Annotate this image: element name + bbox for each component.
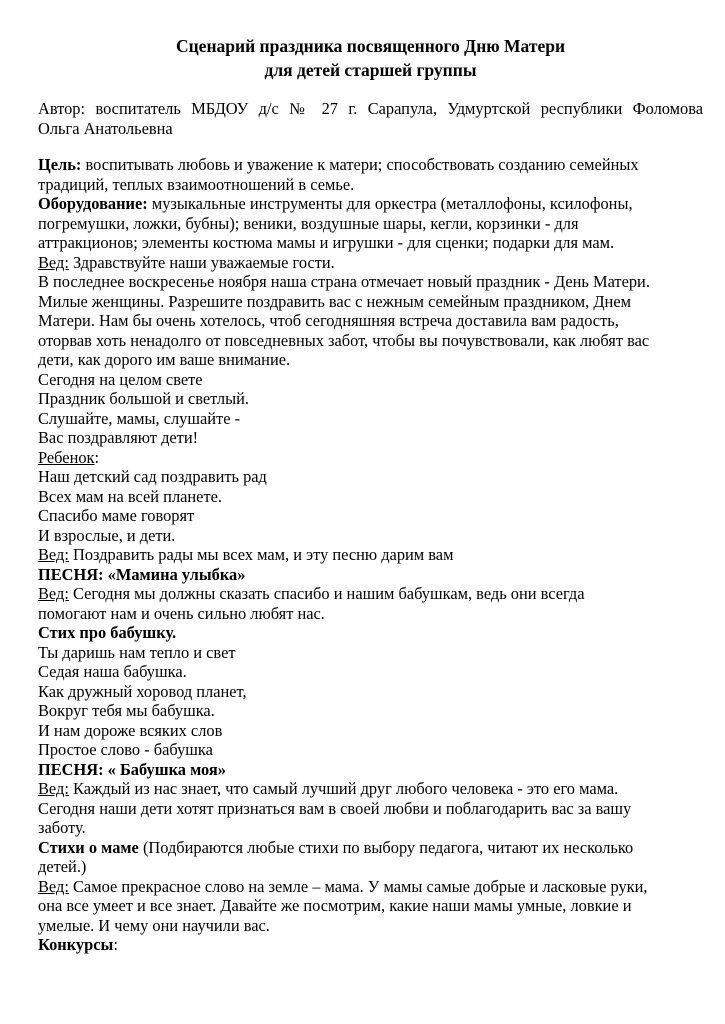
child-speaker: Ребенок: — [38, 447, 100, 467]
goal-line-2: традиций, теплых взаимоотношений в семье. — [38, 174, 355, 194]
host-greeting: Вед: Здравствуйте наши уважаемые гости. — [38, 252, 335, 272]
host-label: Вед: — [38, 876, 69, 896]
host-label: Вед: — [38, 252, 69, 272]
song-heading: ПЕСНЯ: « Бабушка моя» — [38, 759, 226, 779]
poem-line: Как дружный хоровод планет, — [38, 681, 247, 701]
poem-line: Седая наша бабушка. — [38, 662, 187, 681]
document-title — [38, 34, 703, 82]
host-line: Вед: Каждый из нас знает, что самый лучший друг любого человека - это его мама. — [38, 779, 619, 798]
poem-line: Слушайте, мамы, слушайте - — [38, 408, 241, 428]
song-heading: ПЕСНЯ: «Мамина улыбка» — [38, 564, 246, 584]
host-line-cont: она все умеет и все знает. Давайте же посмотрим, какие наши мамы умные, ловкие и — [38, 896, 632, 915]
author-block — [38, 99, 703, 139]
intro-line: Матери. Нам бы очень хотелось, чтоб сегодняшняя встреча доставила вам радость, — [38, 311, 619, 330]
child-label: Ребенок — [38, 447, 95, 467]
title-line-1: Сценарий праздника посвященного Дню Матери — [175, 36, 566, 56]
intro-line: Милые женщины. Разрешите поздравить вас с нежным семейным праздником, Днем — [38, 291, 631, 311]
intro-line: В последнее воскресенье ноября наша страна отмечает новый праздник - День Матери. — [38, 272, 650, 291]
poem-line: Ты даришь нам тепло и свет — [38, 642, 236, 662]
goal-line-1: Цель: воспитывать любовь и уважение к матери; способствовать созданию семейных — [38, 155, 639, 174]
title-line-2: для детей старшей группы — [264, 60, 477, 80]
host-label: Вед: — [38, 779, 69, 798]
poem-line: Сегодня на целом свете — [38, 369, 203, 389]
poem-line: Всех мам на всей планете. — [38, 486, 222, 506]
equipment-label: Оборудование: — [38, 194, 148, 213]
host-line-cont: умелые. И чему они научили вас. — [38, 915, 270, 935]
intro-line: оторвав хоть ненадолго от повседневных забот, чтобы вы почувствовали, как любят вас — [38, 330, 650, 350]
equipment-line-3: аттракционов; элементы костюма мамы и игрушки - для сценки; подарки для мам. — [38, 233, 615, 252]
poem-line: Вас поздравляют дети! — [38, 428, 199, 447]
equipment-line-2: погремушки, ложки, бубны); веники, воздушные шары, кегли, корзинки - для — [38, 213, 579, 233]
poem-line: Наш детский сад поздравить рад — [38, 467, 267, 486]
host-line-cont: заботу. — [38, 818, 86, 837]
poem-line: И нам дороже всяких слов — [38, 720, 223, 740]
goal-label: Цель: — [38, 155, 82, 174]
scenario-body — [38, 155, 703, 955]
poem-line: Праздник большой и светлый. — [38, 389, 249, 408]
intro-line: дети, как дорого им ваше внимание. — [38, 350, 291, 369]
poem-line: Спасибо маме говорят — [38, 506, 195, 525]
grandma-poem-heading: Стих про бабушку. — [38, 623, 177, 642]
host-line: Вед: Сегодня мы должны сказать спасибо и нашим бабушкам, ведь они всегда — [38, 584, 585, 603]
mom-poems-line-2: детей.) — [38, 857, 87, 876]
mom-poems-line-1: Стихи о маме (Подбираются любые стихи по выбору педагога, читают их несколько — [38, 837, 634, 857]
host-label: Вед: — [38, 545, 69, 564]
contests-heading: Конкурсы: — [38, 935, 118, 954]
host-label: Вед: — [38, 584, 69, 603]
host-line: Вед: Поздравить рады мы всех мам, и эту песню дарим вам — [38, 545, 454, 564]
poem-line: Вокруг тебя мы бабушка. — [38, 701, 215, 720]
author-line-1 — [38, 99, 703, 119]
author-surname: Фоломова — [632, 99, 703, 118]
poem-line: Простое слово - бабушка — [38, 740, 213, 759]
host-line-cont: помогают нам и очень сильно любят нас. — [38, 603, 325, 623]
author-affiliation: Автор: воспитатель МБДОУ д/с № 27 г. Сарапула, Удмуртской республики — [38, 99, 623, 118]
host-line-cont: Сегодня наши дети хотят признаться вам в своей любви и поблагодарить вас за вашу — [38, 798, 632, 818]
poem-line: И взрослые, и дети. — [38, 525, 176, 545]
equipment-line-1: Оборудование: музыкальные инструменты для оркестра (металлофоны, ксилофоны, — [38, 194, 633, 213]
author-line-2: Ольга Анатольевна — [38, 119, 173, 138]
host-line: Вед: Самое прекрасное слово на земле – мама. У мамы самые добрые и ласковые руки, — [38, 876, 648, 896]
mom-poems-heading: Стихи о маме — [38, 837, 139, 857]
